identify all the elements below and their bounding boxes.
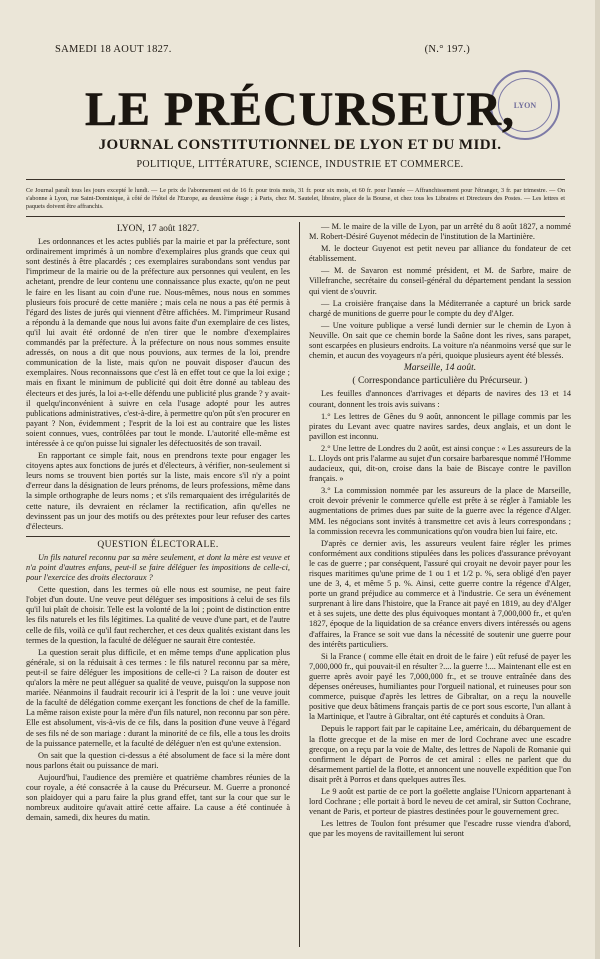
paragraph: — Une voiture publique a versé lundi dernier sur le chemin de Lyon à Neuville. On sait que ce chemin borde la Saône dont les rives, sans parapet, sont escarpées en plusieurs endroits. La voiture n'a néanmoins versé que sur le chemin, et aucun des voyageurs n'a péri, quoique plusieurs ayent été blessés. (309, 320, 571, 361)
paragraph: M. le docteur Guyenot est petit neveu par alliance du fondateur de cet établissement. (309, 244, 571, 264)
paragraph: D'après ce dernier avis, les assureurs veulent faire régler les primes conformément aux conditions stipulées dans les polices d'assurance prévoyant le cas de guerre ; par conséquent, l'assuré qui croyait ne devoir payer pour les risques maritimes qu'une prime de 1 ou 1 et 1/2 p. %, sera obligé d'en payer une de 3, 4, et même 5 p. %. Ainsi, cette guerre contre la régence d'Alger, porte un grand préjudice au commerce et à l'industrie. Ce sera un événement surprenant à lire dans l'histoire, que la France ait payé en 1819, au dey d'Alger et à ses sujets, une dette des plus équivoques montant à 7,000,000 fr., et qu'en 1827, époque de la liquidation de sa créance envers divers intéressés ou agens d'affaires, la France se soit vue dans la nécessité de soutenir une guerre pour des intérêts particuliers. (309, 538, 571, 649)
paragraph: — M. de Savaron est nommé président, et M. de Sarbre, maire de Villefranche, secrétaire du conseil-général du département pendant la session qui vient de s'ouvrir. (309, 266, 571, 296)
dateline-text: Marseille, 14 août. (403, 363, 477, 374)
masthead-subtitle: JOURNAL CONSTITUTIONNEL DE LYON ET DU MIDI. (98, 137, 502, 153)
paragraph: — M. le maire de la ville de Lyon, par un arrêté du 8 août 1827, a nommé M. Robert-Désiré Guyenot médecin de l'institution de la Martinière. (309, 222, 571, 242)
paragraph: Les ordonnances et les actes publiés par la mairie et par la préfecture, sont ordinairement imprimés à un nombre d'exemplaires plus grands que ceux qui sont destinés à être placardés ; ces exemplaires surabondans sont vendus par l'imprimeur de la mairie ou de la préfecture aux personnes qui veulent, en les achetant, prendre de leur contenu une connaissance plus exacte, qu'on ne peut le faire en les lisant au coin d'une rue. Nous-mêmes, nous nous en sommes plusieurs fois procuré de cette manière ; mais cela ne nous a pas été permis à l'égard des listes de jurés qui viennent d'être affichées. M. l'imprimeur Rusand a répondu à la demande que nous lui avons faite d'un exemplaire de ces listes, qu'il lui avait été ordonné de n'en tirer que le nombre d'exemplaires commandés par la préfecture. À la préfecture on nous nous sommes ensuite adressés, on nous a dit que nous pouvions, aux termes de la loi, prendre communication de la liste, mais qu'on ne pouvait disposer d'aucun des exemplaires. Nous reconnaissons que c'est là en effet tout ce que la loi exige ; mais en fixant le minimum de publicité qui doit être donné au tableau des électeurs et des jurés, la loi a-t-elle défendu une publicité plus grande ? y avait-il quelqu'inconvénient à suivre en cela l'usage adopté pour les autres publications administratives, c'est-à-dire, à permettre qu'on pût s'en procurer en payant ? Non, évidemment ; l'esprit de la loi est au contraire que les listes soient connues, vues, contrôlées par tout le monde. L'autorité elle-même est intéressée à ce qu'on puisse lui signaler les défectuosités de son travail. (26, 237, 290, 448)
rule-bottom (26, 216, 565, 217)
left-dateline: LYON, 17 août 1827. (116, 224, 200, 234)
issue-date: SAMEDI 18 AOUT 1827. (55, 44, 172, 55)
issue-number: (N.° 197.) (424, 44, 470, 55)
column-divider (299, 222, 300, 947)
paragraph: En rapportant ce simple fait, nous en prendrons texte pour engager les citoyens aptes aux fonctions de jurés et d'électeurs, à vérifier, non-seulement si leurs noms se trouvent bien portés sur la liste, mais encore s'il n'y a point d'erreur dans la désignation de leurs prénoms, de leurs professions, même dans la simple orthographe de leurs noms ; et s'ils remarquaient des irrégularités de cette nature, ils devraient en réclamer la rectification, afin qu'elles ne devinssent pas un jour des motifs ou des prétextes pour leur refuser des cartes d'électeurs. (26, 451, 290, 531)
subscription-notice: Ce Journal paraît tous les jours excepté le lundi. — Le prix de l'abonnement est de 16 fr. pour trois mois, 31 fr. pour six mois, et 60 fr. pour l'année — Affranchissement pour l'étranger, 3 fr. par trimestre. — On s'abonne à Lyon, rue Saint-Dominique, à côté de l'hôtel de l'Europe, au deuxième étage ; à Paris, chez M. Sautelet, libraire, place de la Bourse, et chez tous les Libraires et Directeurs des Postes. — Les lettres et paquets doivent être affranchis. (26, 187, 565, 210)
paragraph: — La croisière française dans la Méditerranée a capturé un brick sarde chargé de munitions de guerre pour le compte du dey d'Alger. (309, 298, 571, 318)
right-column (309, 222, 571, 947)
left-column (26, 222, 290, 947)
masthead-tagline: POLITIQUE, LITTÉRATURE, SCIENCE, INDUSTRIE ET COMMERCE. (136, 159, 464, 170)
right-dateline (309, 363, 571, 373)
paragraph: Cette question, dans les termes où elle nous est soumise, ne peut faire l'objet d'un doute. Une veuve peut déléguer ses impositions à celui de ses fils qu'il lui plaît de choisir. Telle est la volonté de la loi ; point de distinction entre les fils naturels et les fils légitimes. La qualité de veuve d'une part, et de l'autre celle de fils, voilà ce qu'il faut rechercher, et ces deux qualités existant dans les termes de la question, la faculté de déléguer ne saurait être contestée. (26, 585, 290, 645)
paragraph: Si la France ( comme elle était en droit de le faire ) eût refusé de payer les 7,000,000 fr., qui pouvait-il en résulter ?.... la guerre !.... Maintenant elle est en guerre après avoir payé les 7,000,000 fr., et se trouve entraînée dans des dépenses onéreuses, humiliantes pour l'orgueil national, et ruineuses pour son commerce, puisque d'après les lettres de Gibraltar, on a reçu la nouvelle positive que deux bâtimens français partis de ce port sous escorte, l'un allant à la Martinique, et l'autre à Gibraltar, ont été capturés et conduits à Oran. (309, 651, 571, 722)
section-title: QUESTION ÉLECTORALE. (26, 536, 290, 550)
paragraph: On sait que la question ci-dessus a été absolument de face si la mère dont nous parlons était ou puissance de mari. (26, 750, 290, 770)
rule-top (26, 179, 565, 180)
paragraph: 3.° La commission nommée par les assureurs de la place de Marseille, croit devoir prévenir le commerce qu'elle est prête à se régler à l'amiable les augmentations de primes dues par suite de la guerre avec la régence d'Alger. MM. les négocians sont invités à transmettre cet avis à leurs correspondans ; la commission recevra les communications qu'on voudra bien lui faire, etc. (309, 486, 571, 536)
paragraph: Aujourd'hui, l'audience des première et quatrième chambres réunies de la cour royale, a été consacrée à la cause du Précurseur. M. Guerre a prononcé son plaidoyer qui a paru faire la plus grand effet, tant sur la cour que sur le nombreux auditoire qu'avait attiré cette affaire. La cause a été continuée à demain, samedi, dix heures du matin. (26, 772, 290, 823)
stamp-city: LYON (513, 101, 537, 110)
masthead-title: LE PRÉCURSEUR, (84, 83, 516, 136)
paragraph: Depuis le rapport fait par le capitaine Lee, américain, du débarquement de la flotte grecque et de la mise en mer de lord Cochrane avec une escadre grecque, on a reçu par la voie de Malte, des lettres de Napoli de Romanie qui confirment le départ de Porros de cet amiral : elles ne parlent que du désarmement partiel de la flotte, et annoncent une nouvelle expédition que l'on disait prêt à Porros et dans quelques autres îles. (309, 724, 571, 784)
paragraph: 2.° Une lettre de Londres du 2 août, est ainsi conçue : « Les assureurs de la L. Lloyds ont pris l'alarme au sujet d'un corsaire barbaresque nommé l'Homme audacieux, qui, dit-on, croise dans la baie de Biscaye contre le pavillon français. » (309, 443, 571, 484)
paragraph: 1.° Les lettres de Gênes du 9 août, annoncent le pillage commis par les pirates du Levant avec quatre navires sardes, deux anglais, et un dont le pavillon est inconnu. (309, 411, 571, 441)
paragraph: Les feuilles d'annonces d'arrivages et départs de navires des 13 et 14 courant, donnent les trois avis suivans : (309, 389, 571, 409)
correspondence-label: ( Correspondance particulière du Précurseur. ) (352, 376, 528, 387)
question-text: Un fils naturel reconnu par sa mère seulement, et dont la mère est veuve et n'a point d'autres enfans, peut-il se faire déléguer les impositions de celle-ci, pour l'exercice des droits électoraux ? (26, 552, 290, 583)
paragraph: Les lettres de Toulon font présumer que l'escadre russe viendra d'abord, que par les moyens de ravitaillement lui seront (309, 819, 571, 839)
paragraph: Le 9 août est partie de ce port la goélette anglaise l'Unicorn appartenant à lord Cochrane ; elle portait à bord le neveu de cet amiral, sir Sutton Cochrane, venant de Paris, et porteur de piastres destinées pour le gouvernement grec. (309, 786, 571, 817)
paragraph: La question serait plus difficile, et en même temps d'une application plus générale, si on la réduisait à ces termes : le fils naturel reconnu par sa mère, peut-il se faire déléguer les impositions de celle-ci ? La raison de douter est qu'alors la mère ne peut alléguer sa qualité de veuve, puisqu'on la suppose non mariée. Néanmoins il faudrait recourir ici à l'esprit de la loi : une veuve jouit de la faculté de délégation comme exerçant les fonctions de chef de la famille. La même raison existe pour la mère d'un fils naturel, non reconnu par son père. Elle est absolument, vis-à-vis de ce fils, dans la position d'une veuve à l'égard de ses fils né de son mariage : durant la minorité de ce fils, elle a tous les droits de la puissance paternelle, et la faculté de déléguer n'en est qu'une extension. (26, 647, 290, 748)
